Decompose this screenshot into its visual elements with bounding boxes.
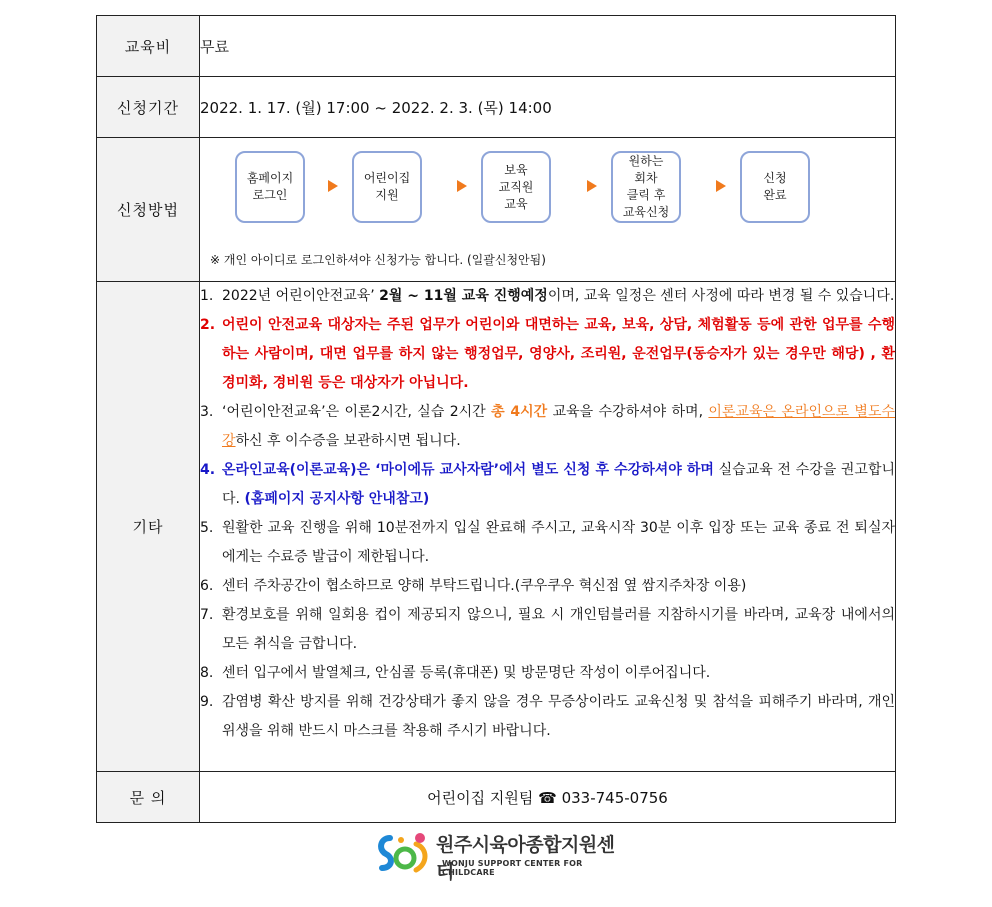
notice-item-number: 1. bbox=[200, 288, 214, 304]
row-period bbox=[97, 77, 896, 138]
flow-step-2 bbox=[352, 151, 422, 223]
notice-item-text: 하신 후 이수증을 보관하시면 됩니다. bbox=[235, 433, 461, 449]
notice-item-text: 센터 입구에서 발열체크, 안심콜 등록(휴대폰) 및 방문명단 작성이 이루어집니다. bbox=[222, 665, 711, 681]
notice-item-number: 9. bbox=[200, 694, 214, 710]
center-logo-icon bbox=[376, 830, 432, 874]
flow-step-line: 완료 bbox=[763, 188, 787, 202]
info-table bbox=[96, 15, 896, 823]
notice-item-text: (홈페이지 공지사항 안내참고) bbox=[244, 491, 430, 507]
notice-item-text: 어린이 안전교육 대상자는 주된 업무가 어린이와 대면하는 교육, 보육, 상담, 체험활동 등에 관한 업무를 수행하는 사람이며, 대면 업무를 하지 않는 행정업무, 영양사, 조리원, 운전업무(동승자가 있는 경우만 해당) , 환경미화, 경비원 등은 대상자가 아닙니다. bbox=[222, 317, 895, 391]
row-fee bbox=[97, 16, 896, 77]
notice-item-6 bbox=[200, 572, 895, 601]
notice-item-number: 7. bbox=[200, 607, 214, 623]
notice-item-text: 2022년 어린이안전교육’ bbox=[222, 288, 380, 304]
flow-step-line: 신청 bbox=[763, 171, 787, 185]
flow-step-4 bbox=[611, 151, 681, 223]
flow-arrow-icon bbox=[457, 180, 467, 192]
notice-item-number: 5. bbox=[200, 520, 214, 536]
fee-value: 무료 bbox=[200, 16, 896, 77]
notice-item-text: 2월 ~ 11월 교육 진행예정 bbox=[379, 288, 548, 304]
notice-item-number: 4. bbox=[200, 462, 216, 478]
flow-step-line: 지원 bbox=[375, 188, 399, 202]
notice-item-text: ‘어린이안전교육’은 이론2시간, 실습 2시간 bbox=[222, 404, 492, 420]
notice-item-text: 온라인교육(이론교육)은 ‘마이에듀 교사자람’에서 별도 신청 후 수강하셔야 하며 bbox=[222, 462, 714, 478]
contact-value: 어린이집 지원팀 ☎ 033-745-0756 bbox=[200, 772, 896, 823]
period-value: 2022. 1. 17. (월) 17:00 ~ 2022. 2. 3. (목) 14:00 bbox=[200, 77, 896, 138]
application-flow bbox=[235, 151, 810, 223]
notice-item-number: 6. bbox=[200, 578, 214, 594]
notice-item-text: 환경보호를 위해 일회용 컵이 제공되지 않으니, 필요 시 개인텀블러를 지참하시기를 바라며, 교육장 내에서의 모든 취식을 금합니다. bbox=[222, 607, 895, 652]
notice-item-text: 감염병 확산 방지를 위해 건강상태가 좋지 않을 경우 무증상이라도 교육신청 및 참석을 피해주기 바라며, 개인 위생을 위해 반드시 마스크를 착용해 주시기 바랍니다. bbox=[222, 694, 895, 739]
notice-item-4 bbox=[200, 456, 895, 514]
period-label: 신청기간 bbox=[97, 77, 200, 138]
row-contact bbox=[97, 772, 896, 823]
footer-logo bbox=[376, 828, 616, 883]
flow-step-line: 교육신청 bbox=[622, 205, 670, 219]
notice-item-text: 이며, 교육 일정은 센터 사정에 따라 변경 될 수 있습니다. bbox=[547, 288, 895, 304]
flow-step-line: 보육 bbox=[504, 162, 528, 177]
flow-step-label bbox=[763, 170, 786, 204]
notice-item-text: 원활한 교육 진행을 위해 10분전까지 입실 완료해 주시고, 교육시작 30분 이후 입장 또는 교육 종료 전 퇴실자에게는 수료증 발급이 제한됩니다. bbox=[222, 520, 895, 565]
notice-item-text: 총 4시간 bbox=[491, 404, 548, 420]
method-label: 신청방법 bbox=[97, 138, 200, 282]
flow-step-line: 홈페이지 bbox=[246, 171, 294, 185]
center-name-kr: 원주시육아종합지원센터 bbox=[436, 834, 615, 883]
flow-step-5 bbox=[740, 151, 810, 223]
notice-item-text: 센터 주차공간이 협소하므로 양해 부탁드립니다.(쿠우쿠우 혁신점 옆 쌈지주차장 이용) bbox=[222, 578, 747, 594]
flow-step-label bbox=[499, 162, 534, 213]
notice-item-text: 이론교육은 온라인으로 별도수강 bbox=[222, 404, 895, 449]
notice-item-1 bbox=[200, 282, 895, 311]
notice-item-9 bbox=[200, 688, 895, 746]
etc-label: 기타 bbox=[97, 282, 200, 772]
notice-item-number: 3. bbox=[200, 404, 214, 420]
method-note: ※ 개인 아이디로 로그인하셔야 신청가능 합니다. (일괄신청안됨) bbox=[210, 253, 546, 267]
flow-arrow-icon bbox=[328, 180, 338, 192]
notice-item-text: 교육을 수강하셔야 하며, bbox=[547, 404, 709, 420]
flow-step-3 bbox=[481, 151, 551, 223]
notice-item-text: 실습교육 전 수강을 권고합니다. bbox=[222, 462, 895, 507]
flow-step-line: 교육 bbox=[504, 196, 528, 211]
row-etc bbox=[97, 282, 896, 772]
flow-step-line: 교직원 bbox=[498, 179, 534, 194]
flow-step-line: 클릭 후 bbox=[626, 188, 666, 202]
center-name-en: WONJU SUPPORT CENTER FOR CHILDCARE bbox=[442, 859, 583, 877]
method-cell bbox=[200, 138, 896, 282]
flow-arrow-icon bbox=[587, 180, 597, 192]
flow-step-label bbox=[247, 170, 293, 204]
fee-label: 교육비 bbox=[97, 16, 200, 77]
notice-item-7 bbox=[200, 601, 895, 659]
flow-step-line: 회차 bbox=[634, 171, 658, 185]
flow-step-label bbox=[364, 170, 410, 204]
notice-item-5 bbox=[200, 514, 895, 572]
flow-arrow-icon bbox=[716, 180, 726, 192]
notice-item-number: 8. bbox=[200, 665, 214, 681]
flow-step-line: 로그인 bbox=[252, 188, 288, 202]
flow-step-line: 어린이집 bbox=[363, 171, 411, 185]
flow-step-line: 원하는 bbox=[628, 154, 664, 168]
flow-step-1 bbox=[235, 151, 305, 223]
etc-cell bbox=[200, 282, 896, 772]
flow-step-label bbox=[623, 153, 669, 221]
notice-item-number: 2. bbox=[200, 317, 216, 333]
notice-item-2 bbox=[200, 311, 895, 398]
notice-item-3 bbox=[200, 398, 895, 456]
row-method bbox=[97, 138, 896, 282]
contact-label: 문 의 bbox=[97, 772, 200, 823]
notice-item-8 bbox=[200, 659, 895, 688]
